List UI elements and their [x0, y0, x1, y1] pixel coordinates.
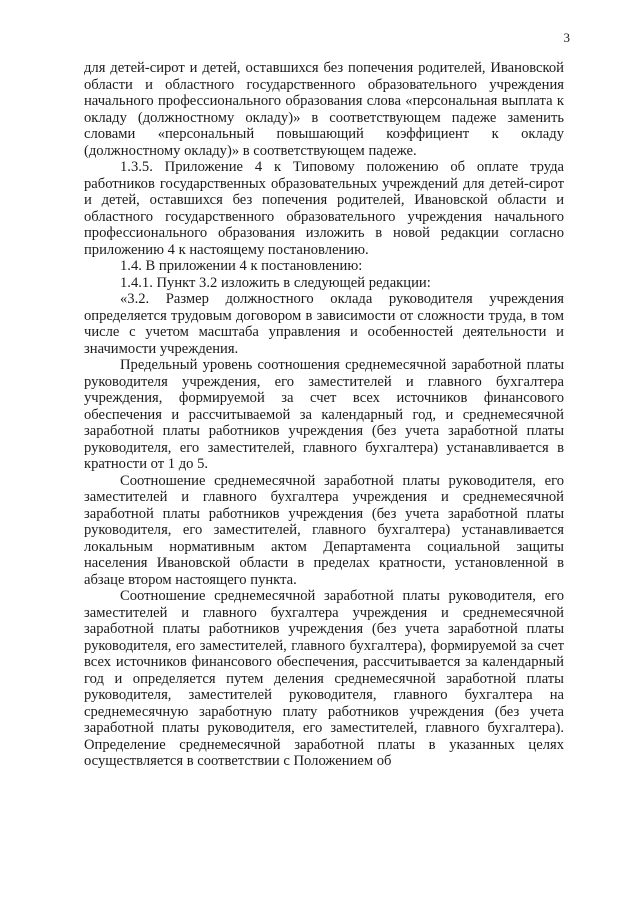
page-number: 3	[563, 30, 570, 45]
document-body	[84, 60, 564, 770]
paragraph-3-2: «3.2. Размер должностного оклада руководителя учреждения определяется трудовым договором в зависимости от сложности труда, в том числе с учетом масштаба управления и особенностей деятельности и значимости учреждения.	[84, 291, 564, 357]
paragraph-1-4: 1.4. В приложении 4 к постановлению:	[120, 258, 363, 274]
paragraph-1-4-1: 1.4.1. Пункт 3.2 изложить в следующей редакции:	[120, 274, 431, 291]
paragraph-1-3-5: 1.3.5. Приложение 4 к Типовому положению об оплате труда работников государственных образовательных учреждений для детей-сирот и детей, оставшихся без попечения родителей, Ивановской области и областного государственного образовательного учреждения начального профессионального образования изложить в новой редакции согласно приложению 4 к настоящему постановлению.	[84, 159, 564, 258]
paragraph-ratio-limit: Предельный уровень соотношения среднемесячной заработной платы руководителя учреждения, его заместителей и главного бухгалтера учреждения, формируемой за счет всех источников финансового обеспечения и рассчитываемой за календарный год, и среднемесячной заработной платы работников учреждения (без учета заработной платы руководителя, его заместителей, главного бухгалтера) устанавливается в кратности от 1 до 5.	[84, 357, 564, 472]
paragraph-ratio-calculation: Соотношение среднемесячной заработной платы руководителя, его заместителей и главного бухгалтера учреждения и среднемесячной заработной платы работников учреждения (без учета заработной платы руководителя, его заместителей, главного бухгалтера), формируемой за счет всех источников финансового обеспечения, рассчитывается за календарный год и определяется путем деления среднемесячной заработной платы руководителя, заместителей руководителя, главного бухгалтера на среднемесячную заработную плату работников учреждения (без учета заработной платы руководителя, его заместителей, главного бухгалтера). Определение среднемесячной заработной платы в указанных целях осуществляется в соответствии с Положением об	[84, 588, 564, 769]
paragraph-continuation: для детей-сирот и детей, оставшихся без попечения родителей, Ивановской области и областного государственного образовательного учреждения начального профессионального образования слова «персональная выплата к окладу (должностному окладу)» в соответствующем падеже заменить словами «персональный повышающий коэффициент к окладу (должностному окладу)» в соответствующем падеже.	[84, 60, 564, 159]
paragraph-ratio-act: Соотношение среднемесячной заработной платы руководителя, его заместителей и главного бухгалтера учреждения и среднемесячной заработной платы работников учреждения (без учета заработной платы руководителя, его заместителей, главного бухгалтера) устанавливается локальным нормативным актом Департамента социальной защиты населения Ивановской области в пределах кратности, установленной в абзаце втором настоящего пункта.	[84, 472, 564, 588]
